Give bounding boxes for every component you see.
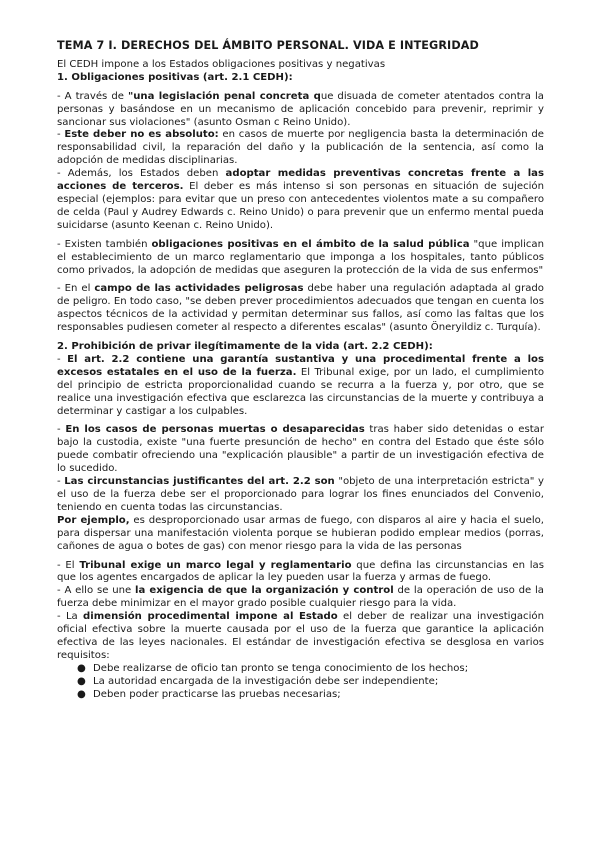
list-item: ● La autoridad encargada de la investigación debe ser independiente; <box>77 675 439 687</box>
paragraph-medidas-preventivas: - Además, los Estados deben adoptar medidas preventivas concretas frente a las acciones de terceros. El deber es más intenso si son personas en situación de sujeción especial (ejemplos: para evitar que un preso con antecedentes violentos mate a su compañero de celda (Paul y Audrey Edwards c. Reino Unido) o para prevenir que un enfermo mental pueda suicidarse (asunto Keenan c. Reino Unido). <box>57 168 544 231</box>
bullet-icon: ● <box>77 662 86 674</box>
document-title: TEMA 7 I. DERECHOS DEL ÁMBITO PERSONAL. VIDA E INTEGRIDAD <box>57 39 479 52</box>
paragraph-actividades-peligrosas: - En el campo de las actividades peligrosas debe haber una regulación adaptada al grado de peligro. En todo caso, "se deben prever procedimientos adecuados que tengan en cuenta los aspectos técnicos de la actividad y permitan determinar sus fallos, así como las faltas que los responsables pudiesen cometer al respecto a diferentes escalas" (asunto Öneryildiz c. Turquía). <box>57 283 544 334</box>
paragraph-organizacion: - A ello se une la exigencia de que la organización y control de la operación de uso de la fuerza debe minimizar en el mayor grado posible cualquier riesgo para la vida. <box>57 585 544 610</box>
bullet-icon: ● <box>77 688 86 700</box>
paragraph-marco-legal: - El Tribunal exige un marco legal y reglamentario que defina las circunstancias en las que los agentes encargados de aplicar la ley pueden usar la fuerza y armas de fuego. <box>57 559 544 584</box>
requirements-list <box>57 663 544 702</box>
paragraph-garantia: - El art. 2.2 contiene una garantía sustantiva y una procedimental frente a los excesos estatales en el uso de la fuerza. El Tribunal exige, por un lado, el cumplimiento del principio de estricta proporcionalidad cuando se recurra a la fuerza y, por otro, que se realice una investigación efectiva que esclarezca las circunstancias de la muerte y contribuya a determinar y castigar a los culpables. <box>57 353 544 417</box>
paragraph-ejemplo: Por ejemplo, es desproporcionado usar armas de fuego, con disparos al aire y hacia el suelo, para dispersar una manifestación violenta porque se hubieran podido emplear medios (porras, cañones de agua o botes de gas) con menor riesgo para la vida de las personas <box>57 514 545 552</box>
section-heading-2: 2. Prohibición de privar ilegítimamente de la vida (art. 2.2 CEDH): <box>57 341 433 353</box>
paragraph-desaparecidas: - En los casos de personas muertas o desaparecidas tras haber sido detenidas o estar bajo la custodia, existe "una fuerte presunción de hecho" en contra del Estado que éste sólo puede combatir ofreciendo una "explicación plausible" a partir de un investigación efectiva de lo sucedido. <box>57 424 544 475</box>
paragraph-circunstancias: - Las circunstancias justificantes del art. 2.2 son "objeto de una interpretación estricta" y el uso de la fuerza debe ser el proporcionado para lograr los fines enunciados del Convenio, teniendo en cuenta todas las circunstancias. <box>57 476 545 513</box>
paragraph-legislacion: - A través de "una legislación penal concreta que disuada de cometer atentados contra la personas y basándose en un mecanismo de aplicación concebido para prevenir, reprimir y sancionar sus violaciones" (asunto Osman c Reino Unido). <box>57 90 544 128</box>
list-item: ● Deben poder practicarse las pruebas necesarias; <box>77 688 341 700</box>
paragraph-procedimental: - La dimensión procedimental impone al Estado el deber de realizar una investigación oficial efectiva sobre la muerte causada por el uso de la fuerza que garantice la aplicación efectiva de las leyes nacionales. El estándar de investigación efectiva se desglosa en varios requisitos: <box>57 611 544 661</box>
intro-text: El CEDH impone a los Estados obligaciones positivas y negativas <box>57 58 386 70</box>
paragraph-salud-publica: - Existen también obligaciones positivas en el ámbito de la salud pública "que implican el establecimiento de un marco reglamentario que imponga a los hospitales, tanto públicos como privados, la adopción de medidas que aseguren la protección de la vida de sus enfermos" <box>57 238 545 276</box>
section-heading-1: 1. Obligaciones positivas (art. 2.1 CEDH): <box>57 71 293 83</box>
list-item: ● Debe realizarse de oficio tan pronto se tenga conocimiento de los hechos; <box>77 662 469 674</box>
paragraph-no-absoluto: - Este deber no es absoluto: en casos de muerte por negligencia basta la determinación de responsabilidad civil, la reparación del daño y la publicación de la sentencia, así como la adopción de medidas disciplinarias. <box>57 129 544 167</box>
bullet-icon: ● <box>77 675 86 687</box>
